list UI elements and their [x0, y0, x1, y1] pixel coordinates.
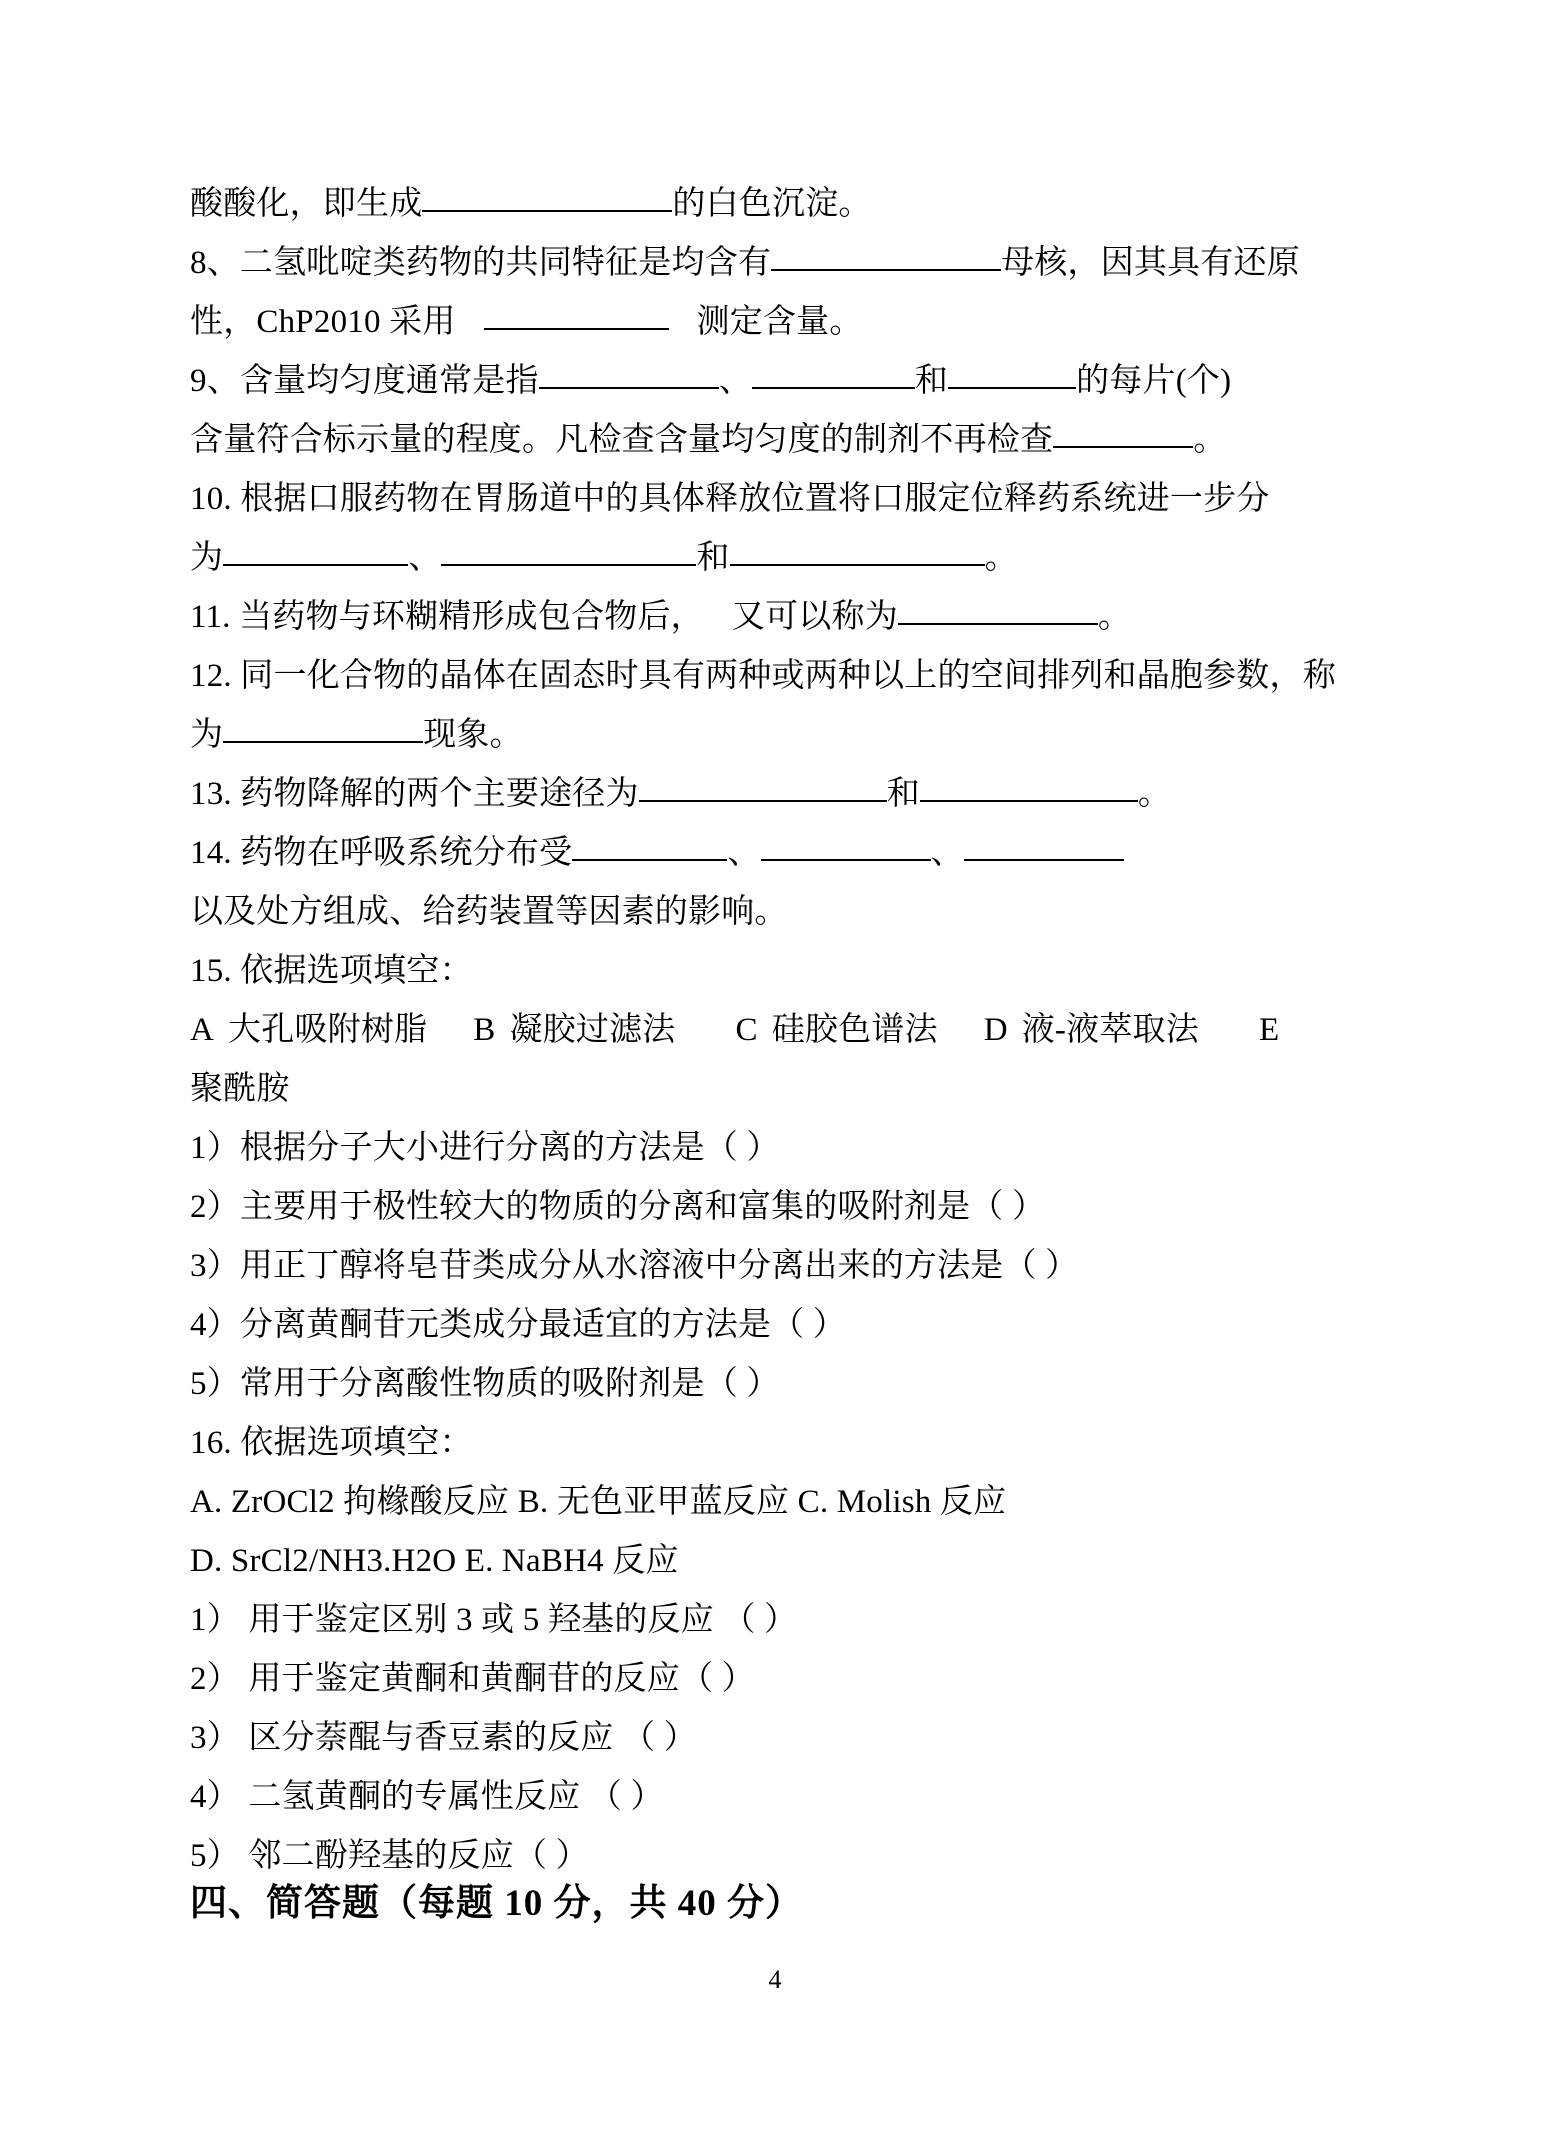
q15-option-d-letter: D [983, 1012, 1008, 1048]
q11-text-c: 。 [1097, 599, 1132, 635]
blank-q9-1[interactable] [539, 357, 719, 389]
q16-options-line-1-text: A. ZrOCl2 拘橼酸反应 B. 无色亚甲蓝反应 C. Molish 反应 [190, 1484, 1007, 1520]
q8-text-d: 测定含量。 [696, 304, 863, 340]
blank-q10-1[interactable] [223, 534, 408, 566]
blank-q10-3[interactable] [730, 534, 985, 566]
q16-item-5-text: 5） 邻二酚羟基的反应（ ） [190, 1838, 589, 1874]
q15-option-e-letter: E [1258, 1012, 1280, 1048]
q9-text-a: 9、含量均匀度通常是指 [190, 363, 539, 399]
page-number: 4 [768, 1965, 782, 1994]
question-16-item-1 [190, 1591, 1380, 1650]
blank-q14-3[interactable] [964, 829, 1124, 861]
question-9-line-1 [190, 352, 1380, 411]
q12-text-c: 现象。 [423, 717, 523, 753]
blank-q9-2[interactable] [752, 357, 915, 389]
question-15-options-line-1 [190, 1001, 1380, 1060]
question-14-line-1 [190, 824, 1380, 883]
question-15-stem [190, 942, 1380, 1001]
question-15-item-1 [190, 1119, 1380, 1178]
q15-option-a-letter: A [190, 1012, 215, 1048]
question-16-item-3 [190, 1709, 1380, 1768]
blank-q10-2[interactable] [441, 534, 696, 566]
question-9-line-2 [190, 411, 1380, 470]
q9-text-e: 含量符合标示量的程度。凡检查含量均匀度的制剂不再检查 [190, 422, 1054, 458]
question-15-options-line-2 [190, 1060, 1380, 1119]
q13-text-b: 和 [886, 776, 920, 812]
q14-text-d: 以及处方组成、给药装置等因素的影响。 [190, 894, 788, 930]
question-15-item-4 [190, 1296, 1380, 1355]
q8-text-a: 8、二氢吡啶类药物的共同特征是均含有 [190, 245, 772, 281]
q11-text-a: 11. 当药物与环糊精形成包合物后， [190, 599, 704, 635]
q8-text-c: 性，ChP2010 采用 [190, 304, 456, 340]
q10-text-c: 、 [408, 540, 442, 576]
question-16-options-line-1 [190, 1473, 1380, 1532]
blank-q13-1[interactable] [639, 770, 887, 802]
blank-q8-2[interactable] [484, 298, 669, 330]
question-10-line-1 [190, 470, 1380, 529]
q14-text-a: 14. 药物在呼吸系统分布受 [190, 835, 573, 871]
question-16-item-2 [190, 1650, 1380, 1709]
question-11 [190, 588, 1380, 647]
q10-text-a: 10. 根据口服药物在胃肠道中的具体释放位置将口服定位释药系统进一步分 [190, 481, 1270, 517]
q15-item-4-text: 4）分离黄酮苷元类成分最适宜的方法是（ ） [190, 1307, 846, 1343]
question-15-item-2 [190, 1178, 1380, 1237]
q16-item-1-text: 1） 用于鉴定区别 3 或 5 羟基的反应 （ ） [190, 1602, 798, 1638]
q11-text-b: 又可以称为 [731, 599, 898, 635]
q15-option-c-letter: C [735, 1012, 758, 1048]
q15-option-b-letter: B [473, 1012, 496, 1048]
q8-text-b: 母核，因其具有还原 [1001, 245, 1300, 281]
q13-text-c: 。 [1137, 776, 1172, 812]
exam-body [190, 175, 1380, 1886]
q15-option-b-text: 凝胶过滤法 [509, 1012, 676, 1048]
q16-item-3-text: 3） 区分萘醌与香豆素的反应 （ ） [190, 1720, 697, 1756]
question-8-line-2 [190, 293, 1380, 352]
blank-q8-1[interactable] [771, 239, 1001, 271]
q16-stem-text: 16. 依据选项填空： [190, 1425, 473, 1461]
question-10-line-2 [190, 529, 1380, 588]
blank-q9-4[interactable] [1053, 416, 1193, 448]
q10-text-e: 。 [984, 540, 1018, 576]
q15-option-d-text: 液-液萃取法 [1021, 1012, 1199, 1048]
question-8-line-1 [190, 234, 1380, 293]
question-15-item-3 [190, 1237, 1380, 1296]
blank-q7-1[interactable] [422, 180, 672, 212]
q9-text-b: 、 [718, 363, 752, 399]
q10-text-d: 和 [696, 540, 730, 576]
question-7-tail [190, 175, 1380, 234]
question-16-item-4 [190, 1768, 1380, 1827]
blank-q14-1[interactable] [572, 829, 727, 861]
blank-q12-1[interactable] [223, 711, 423, 743]
question-12-line-2 [190, 706, 1380, 765]
q16-item-4-text: 4） 二氢黄酮的专属性反应 （ ） [190, 1779, 664, 1815]
question-16-options-line-2 [190, 1532, 1380, 1591]
section-heading-short-answer: 四、简答题（每题 10 分，共 40 分） [190, 1883, 803, 1924]
q15-option-a-text: 大孔吸附树脂 [228, 1012, 428, 1048]
q10-text-b: 为 [190, 540, 224, 576]
q7-text-b: 的白色沉淀。 [672, 186, 872, 222]
q12-text-b: 为 [190, 717, 224, 753]
blank-q14-2[interactable] [761, 829, 931, 861]
question-14-line-2 [190, 883, 1380, 942]
blank-q13-2[interactable] [920, 770, 1138, 802]
question-15-item-5 [190, 1355, 1380, 1414]
blank-q11-1[interactable] [898, 593, 1098, 625]
q14-text-b: 、 [727, 835, 761, 871]
q9-text-d: 的每片(个) [1076, 363, 1232, 399]
q16-item-2-text: 2） 用于鉴定黄酮和黄酮苷的反应（ ） [190, 1661, 755, 1697]
q9-text-c: 和 [914, 363, 949, 399]
q15-item-2-text: 2）主要用于极性较大的物质的分离和富集的吸附剂是（ ） [190, 1189, 1046, 1225]
q15-stem-text: 15. 依据选项填空： [190, 953, 473, 989]
q15-option-e-text: 聚酰胺 [190, 1071, 290, 1107]
q15-item-3-text: 3）用正丁醇将皂苷类成分从水溶液中分离出来的方法是（ ） [190, 1248, 1079, 1284]
q15-item-5-text: 5）常用于分离酸性物质的吸附剂是（ ） [190, 1366, 780, 1402]
question-12-line-1 [190, 647, 1380, 706]
q14-text-c: 、 [930, 835, 964, 871]
q15-option-c-text: 硅胶色谱法 [771, 1012, 938, 1048]
q16-options-line-2-text: D. SrCl2/NH3.H2O E. NaBH4 反应 [190, 1543, 679, 1579]
question-13 [190, 765, 1380, 824]
q15-item-1-text: 1）根据分子大小进行分离的方法是（ ） [190, 1130, 780, 1166]
q13-text-a: 13. 药物降解的两个主要途径为 [190, 776, 639, 812]
question-16-stem [190, 1414, 1380, 1473]
q9-text-f: 。 [1193, 422, 1227, 458]
q7-text-a: 酸酸化，即生成 [190, 186, 423, 222]
blank-q9-3[interactable] [948, 357, 1076, 389]
q12-text-a: 12. 同一化合物的晶体在固态时具有两种或两种以上的空间排列和晶胞参数，称 [190, 658, 1336, 694]
